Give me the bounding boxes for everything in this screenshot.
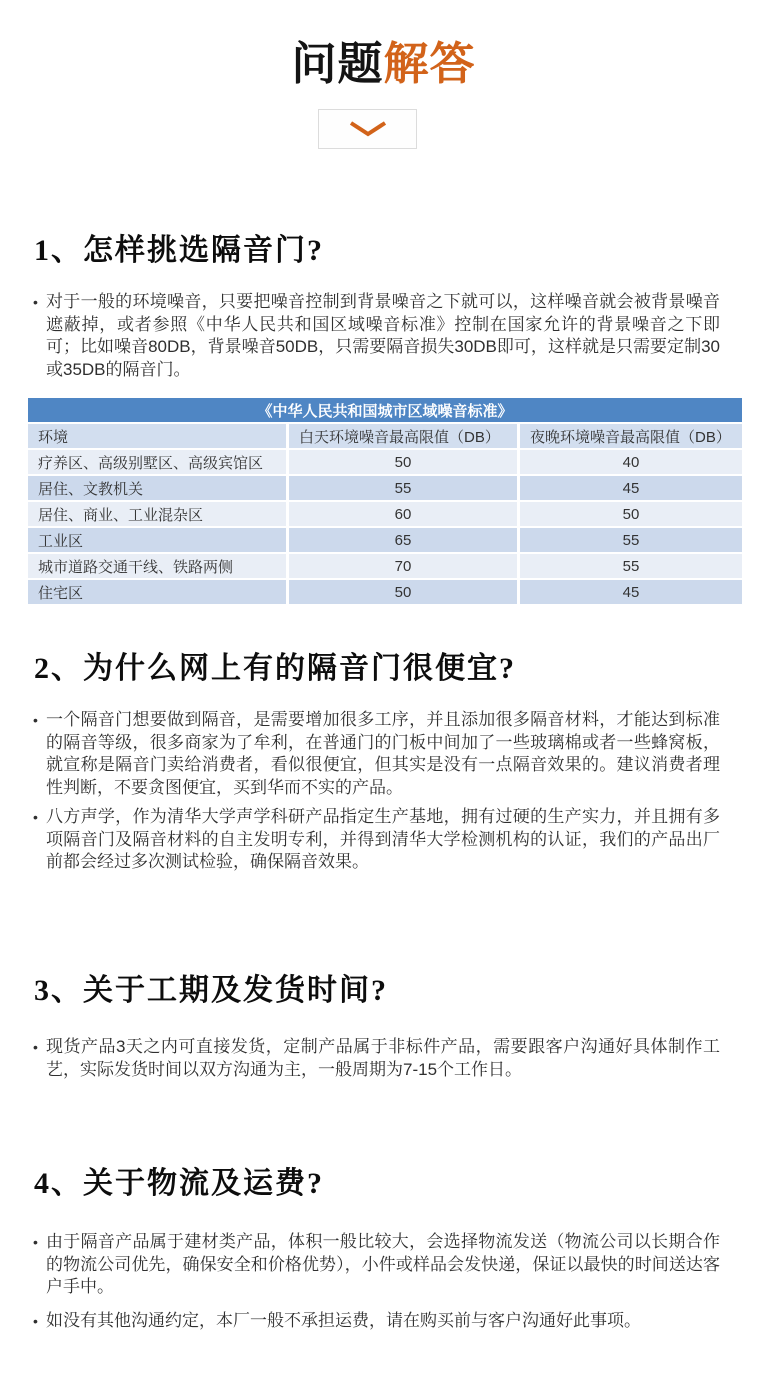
- noise-standard-table: [25, 396, 745, 606]
- answer-text: 八方声学，作为清华大学声学科研产品指定生产基地，拥有过硬的生产实力，并且拥有多项隔音门及隔音材料的自主发明专利，并得到清华大学检测机构的认证，我们的产品出厂前都会经过多次测试检验，确保隔音效果。: [46, 807, 720, 871]
- list-item: [33, 709, 720, 799]
- environment-cell: 居住、商业、工业混杂区: [28, 502, 286, 526]
- page-title-orange: 解答: [383, 38, 476, 89]
- day-value-cell: 50: [289, 580, 517, 604]
- environment-cell: 住宅区: [28, 580, 286, 604]
- section-3-heading: 3、关于工期及发货时间?: [34, 974, 388, 1007]
- section-1-answers: [33, 291, 720, 388]
- night-value-cell: 45: [520, 476, 742, 500]
- section-2-answers: [33, 709, 720, 881]
- section-1-heading: 1、怎样挑选隔音门?: [34, 234, 324, 267]
- day-value-cell: 55: [289, 476, 517, 500]
- answer-text: 由于隔音产品属于建材类产品，体积一般比较大，会选择物流发送（物流公司以长期合作的物流公司优先，确保安全和价格优势），小件或样品会发快递，保证以最快的时间送达客户手中。: [46, 1232, 720, 1296]
- list-item: [33, 291, 720, 381]
- table-title: 《中华人民共和国城市区域噪音标准》: [28, 398, 742, 422]
- answer-text: 如没有其他沟通约定，本厂一般不承担运费，请在购买前与客户沟通好此事项。: [46, 1310, 641, 1330]
- page-title: [0, 40, 767, 88]
- night-value-cell: 55: [520, 554, 742, 578]
- day-value-cell: 60: [289, 502, 517, 526]
- expand-button[interactable]: [318, 109, 417, 149]
- list-item: [33, 1036, 720, 1081]
- environment-cell: 居住、文教机关: [28, 476, 286, 500]
- table-row: [28, 450, 742, 474]
- environment-cell: 疗养区、高级别墅区、高级宾馆区: [28, 450, 286, 474]
- day-value-cell: 65: [289, 528, 517, 552]
- table-row: [28, 502, 742, 526]
- list-item: [33, 1310, 720, 1333]
- list-item: [33, 1231, 720, 1299]
- day-value-cell: 50: [289, 450, 517, 474]
- section-3-answers: [33, 1036, 720, 1088]
- night-value-cell: 50: [520, 502, 742, 526]
- night-value-cell: 45: [520, 580, 742, 604]
- night-value-cell: 55: [520, 528, 742, 552]
- table-row: [28, 580, 742, 604]
- table-row: [28, 554, 742, 578]
- table-title-row: [28, 398, 742, 422]
- day-value-cell: 70: [289, 554, 517, 578]
- environment-cell: 城市道路交通干线、铁路两侧: [28, 554, 286, 578]
- column-header-environment: 环境: [28, 424, 286, 448]
- section-4-answers: [33, 1231, 720, 1339]
- answer-text: 对于一般的环境噪音，只要把噪音控制到背景噪音之下就可以，这样噪音就会被背景噪音遮蔽掉，或者参照《中华人民共和国区域噪音标准》控制在国家允许的背景噪音之下即可；比如噪音80DB，背景噪音50DB，只需要隔音损失30DB即可，这样就是只需要定制30或35DB的隔音门。: [46, 292, 720, 379]
- night-value-cell: 40: [520, 450, 742, 474]
- table-row: [28, 528, 742, 552]
- chevron-down-icon: [346, 120, 390, 138]
- answer-text: 现货产品3天之内可直接发货，定制产品属于非标件产品，需要跟客户沟通好具体制作工艺，实际发货时间以双方沟通为主，一般周期为7-15个工作日。: [46, 1037, 720, 1079]
- answer-text: 一个隔音门想要做到隔音，是需要增加很多工序，并且添加很多隔音材料，才能达到标准的隔音等级，很多商家为了牟利，在普通门的门板中间加了一些玻璃棉或者一些蜂窝板，就宣称是隔音门卖给消费者，看似很便宜，但其实是没有一点隔音效果的。建议消费者理性判断，不要贪图便宜，买到华而不实的产品。: [46, 710, 720, 797]
- column-header-night-limit: 夜晚环境噪音最高限值（DB）: [520, 424, 742, 448]
- section-4-heading: 4、关于物流及运费?: [34, 1167, 324, 1200]
- environment-cell: 工业区: [28, 528, 286, 552]
- page-title-black: 问题: [291, 38, 384, 89]
- column-header-day-limit: 白天环境噪音最高限值（DB）: [289, 424, 517, 448]
- table-row: [28, 476, 742, 500]
- section-2-heading: 2、为什么网上有的隔音门很便宜?: [34, 652, 516, 685]
- list-item: [33, 806, 720, 874]
- table-header-row: [28, 424, 742, 448]
